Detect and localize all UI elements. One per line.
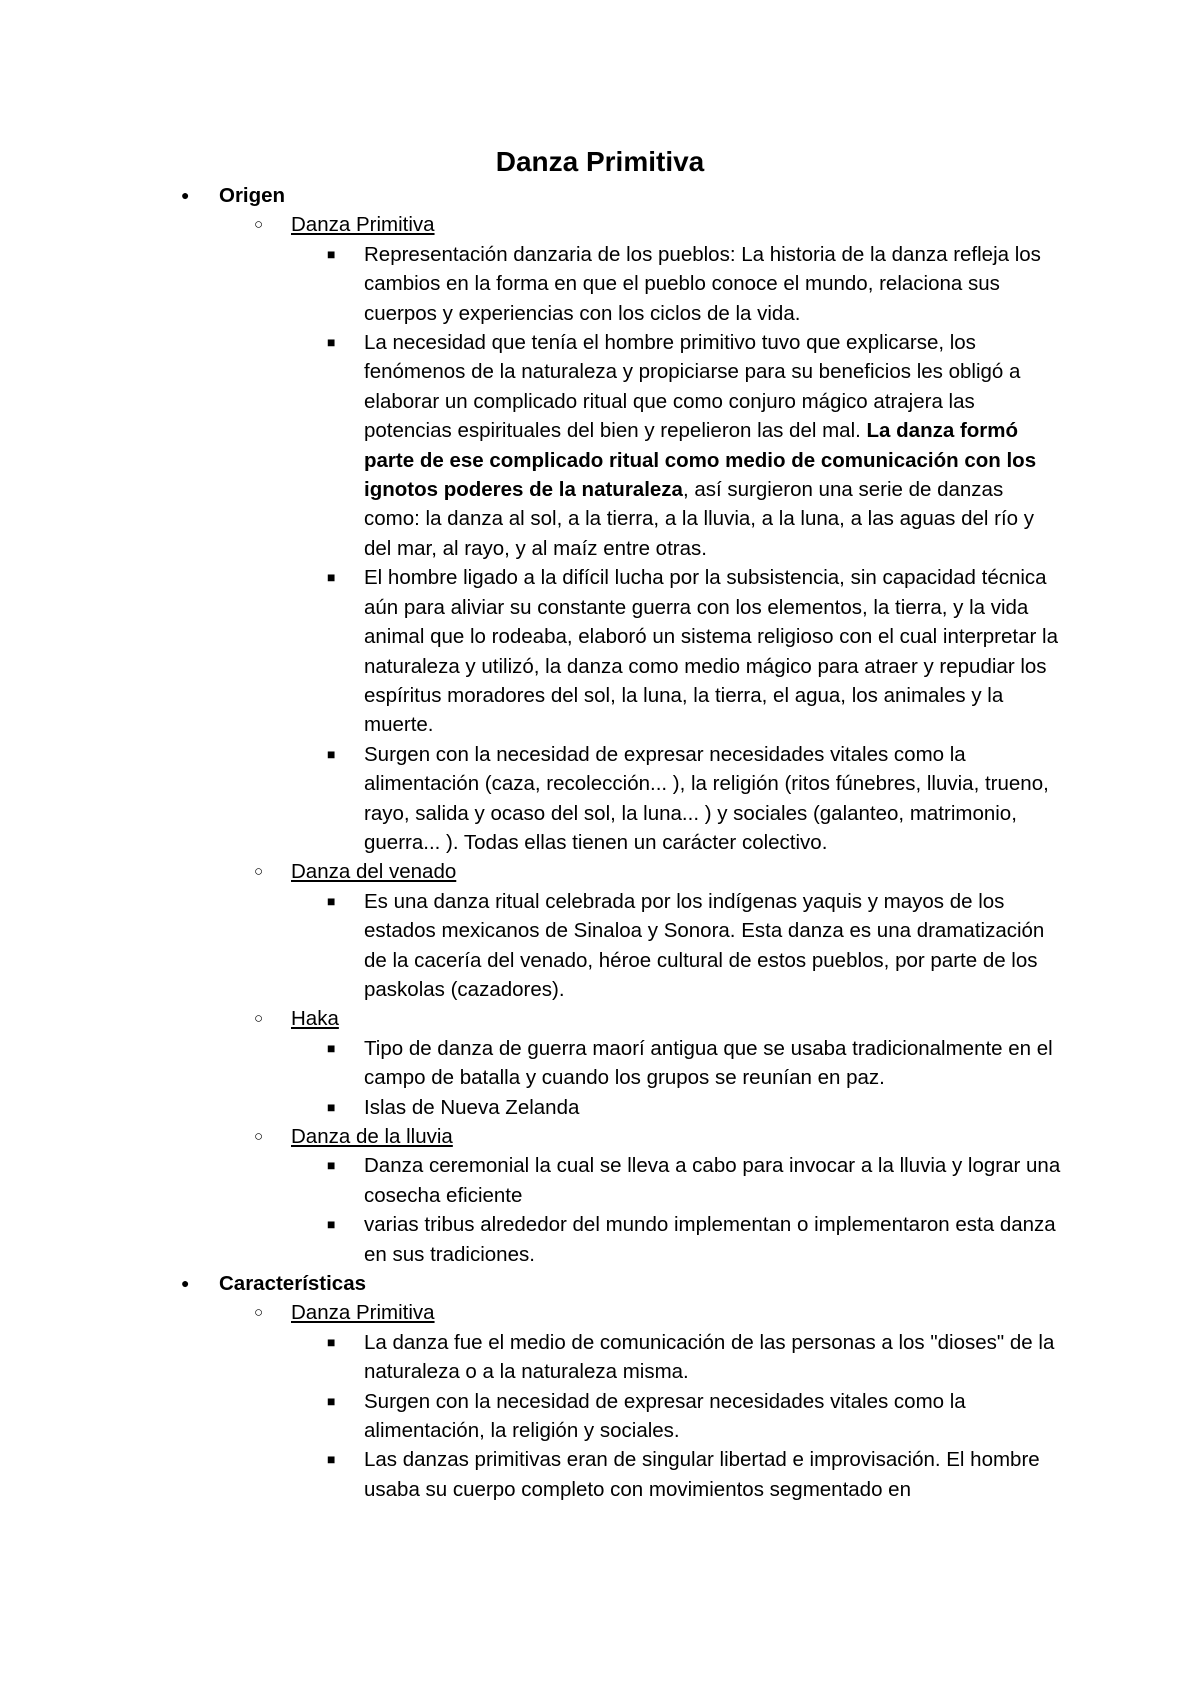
list-item	[0, 1034, 1064, 1093]
list-item	[0, 1093, 1064, 1122]
item-text: La necesidad que tenía el hombre primitivo tuvo que explicarse, los fenómenos de la naturaleza y propiciarse para su beneficios les obligó a elaborar un complicado ritual que como conjuro mágico atrajera las potencias espirituales del bien y repelieron las del mal.	[364, 331, 1021, 443]
bullet-disc-icon: ●	[181, 1275, 190, 1292]
bullet-square-icon: ■	[327, 1098, 336, 1115]
bullet-square-icon: ■	[327, 569, 336, 586]
item-text: La danza fue el medio de comunicación de las personas a los "dioses" de la naturaleza o a la naturaleza misma.	[364, 1330, 1055, 1384]
document-body	[0, 181, 1200, 1504]
bullet-square-icon: ■	[327, 1333, 336, 1350]
item-text-after: , así surgieron una serie de danzas como: la danza al sol, a la tierra, a la lluvia, a la luna, a las aguas del río y del mar, al rayo, y al maíz entre otras.	[364, 478, 1035, 560]
bullet-square-icon: ■	[327, 892, 336, 909]
list-item	[0, 887, 1064, 1005]
document-title: Danza Primitiva	[495, 146, 705, 177]
bullet-circle-icon: ○	[254, 1304, 264, 1322]
item-text: El hombre ligado a la difícil lucha por la subsistencia, sin capacidad técnica aún para aliviar su constante guerra con los elementos, la tierra, y la vida animal que lo rodeaba, elaboró un sistema religioso con el cual interpretar la naturaleza y utilizó, la danza como medio mágico para atraer y repudiar los espíritus moradores del sol, la luna, la tierra, el agua, los animales y la muerte.	[364, 566, 1058, 737]
bullet-circle-icon: ○	[254, 863, 264, 881]
bullet-circle-icon: ○	[254, 1128, 264, 1145]
list-item	[0, 1210, 1064, 1269]
bullet-disc-icon: ●	[181, 187, 190, 203]
subsection-heading: Danza de la lluvia	[291, 1125, 453, 1148]
item-text: Surgen con la necesidad de expresar necesidades vitales como la alimentación (caza, recolección... ), la religión (ritos fúnebres, lluvia, trueno, rayo, salida y ocaso del sol, la luna... ) y sociales (galanteo, matrimonio, guerra... ). Todas ellas tienen un carácter colectivo.	[364, 742, 1049, 854]
section-caracteristicas	[0, 1269, 1200, 1298]
subsection-heading: Danza Primitiva	[291, 213, 435, 237]
list-item	[0, 328, 1064, 563]
list-item	[0, 1445, 1064, 1504]
section-heading: Características	[219, 1272, 367, 1296]
subsection-danza-del-venado	[0, 857, 1200, 886]
list-item	[0, 1328, 1064, 1387]
bullet-circle-icon: ○	[254, 216, 264, 234]
bullet-square-icon: ■	[327, 334, 336, 351]
bullet-square-icon: ■	[327, 745, 336, 762]
list-item	[0, 240, 1064, 328]
bullet-circle-icon: ○	[254, 1010, 264, 1028]
item-text: Tipo de danza de guerra maorí antigua que se usaba tradicionalmente en el campo de batalla y cuando los grupos se reunían en paz.	[364, 1036, 1053, 1090]
bullet-square-icon: ■	[327, 1392, 336, 1409]
bullet-square-icon: ■	[327, 1039, 336, 1056]
item-text: Las danzas primitivas eran de singular libertad e improvisación. El hombre usaba su cuerpo completo con movimientos segmentado en	[364, 1448, 1040, 1501]
item-bold-text: La danza formó parte de ese complicado ritual como medio de comunicación con los ignotos poderes de la naturaleza	[364, 419, 1037, 502]
list-item	[0, 1387, 1064, 1446]
item-text: Danza ceremonial la cual se lleva a cabo para invocar a la lluvia y lograr una cosecha eficiente	[364, 1154, 1061, 1207]
item-text: Surgen con la necesidad de expresar necesidades vitales como la alimentación, la religión y sociales.	[364, 1389, 966, 1443]
list-item	[0, 740, 1064, 858]
list-item	[0, 563, 1064, 739]
section-origen	[0, 181, 1200, 210]
subsection-heading: Danza Primitiva	[291, 1301, 435, 1325]
subsection-danza-de-la-lluvia	[0, 1122, 1200, 1151]
bullet-square-icon: ■	[327, 245, 336, 262]
subsection-danza-primitiva	[0, 210, 1200, 239]
subsection-haka	[0, 1004, 1200, 1033]
item-text: varias tribus alrededor del mundo implementan o implementaron esta danza en sus tradiciones.	[364, 1213, 1056, 1266]
bullet-square-icon: ■	[327, 1451, 336, 1468]
item-text: Islas de Nueva Zelanda	[364, 1095, 580, 1119]
bullet-square-icon: ■	[327, 1157, 336, 1174]
bullet-square-icon: ■	[327, 1216, 336, 1233]
list-item	[0, 1151, 1064, 1210]
subsection-danza-primitiva	[0, 1298, 1200, 1327]
subsection-heading: Danza del venado	[291, 860, 457, 884]
item-text: Representación danzaria de los pueblos: La historia de la danza refleja los cambios en la forma en que el pueblo conoce el mundo, relaciona sus cuerpos y experiencias con los ciclos de la vida.	[364, 242, 1041, 325]
section-heading: Origen	[219, 184, 286, 207]
item-text: Es una danza ritual celebrada por los indígenas yaquis y mayos de los estados mexicanos de Sinaloa y Sonora. Esta danza es una dramatización de la cacería del venado, héroe cultural de estos pueblos, por parte de los paskolas (cazadores).	[364, 889, 1045, 1001]
subsection-heading: Haka	[291, 1007, 339, 1031]
